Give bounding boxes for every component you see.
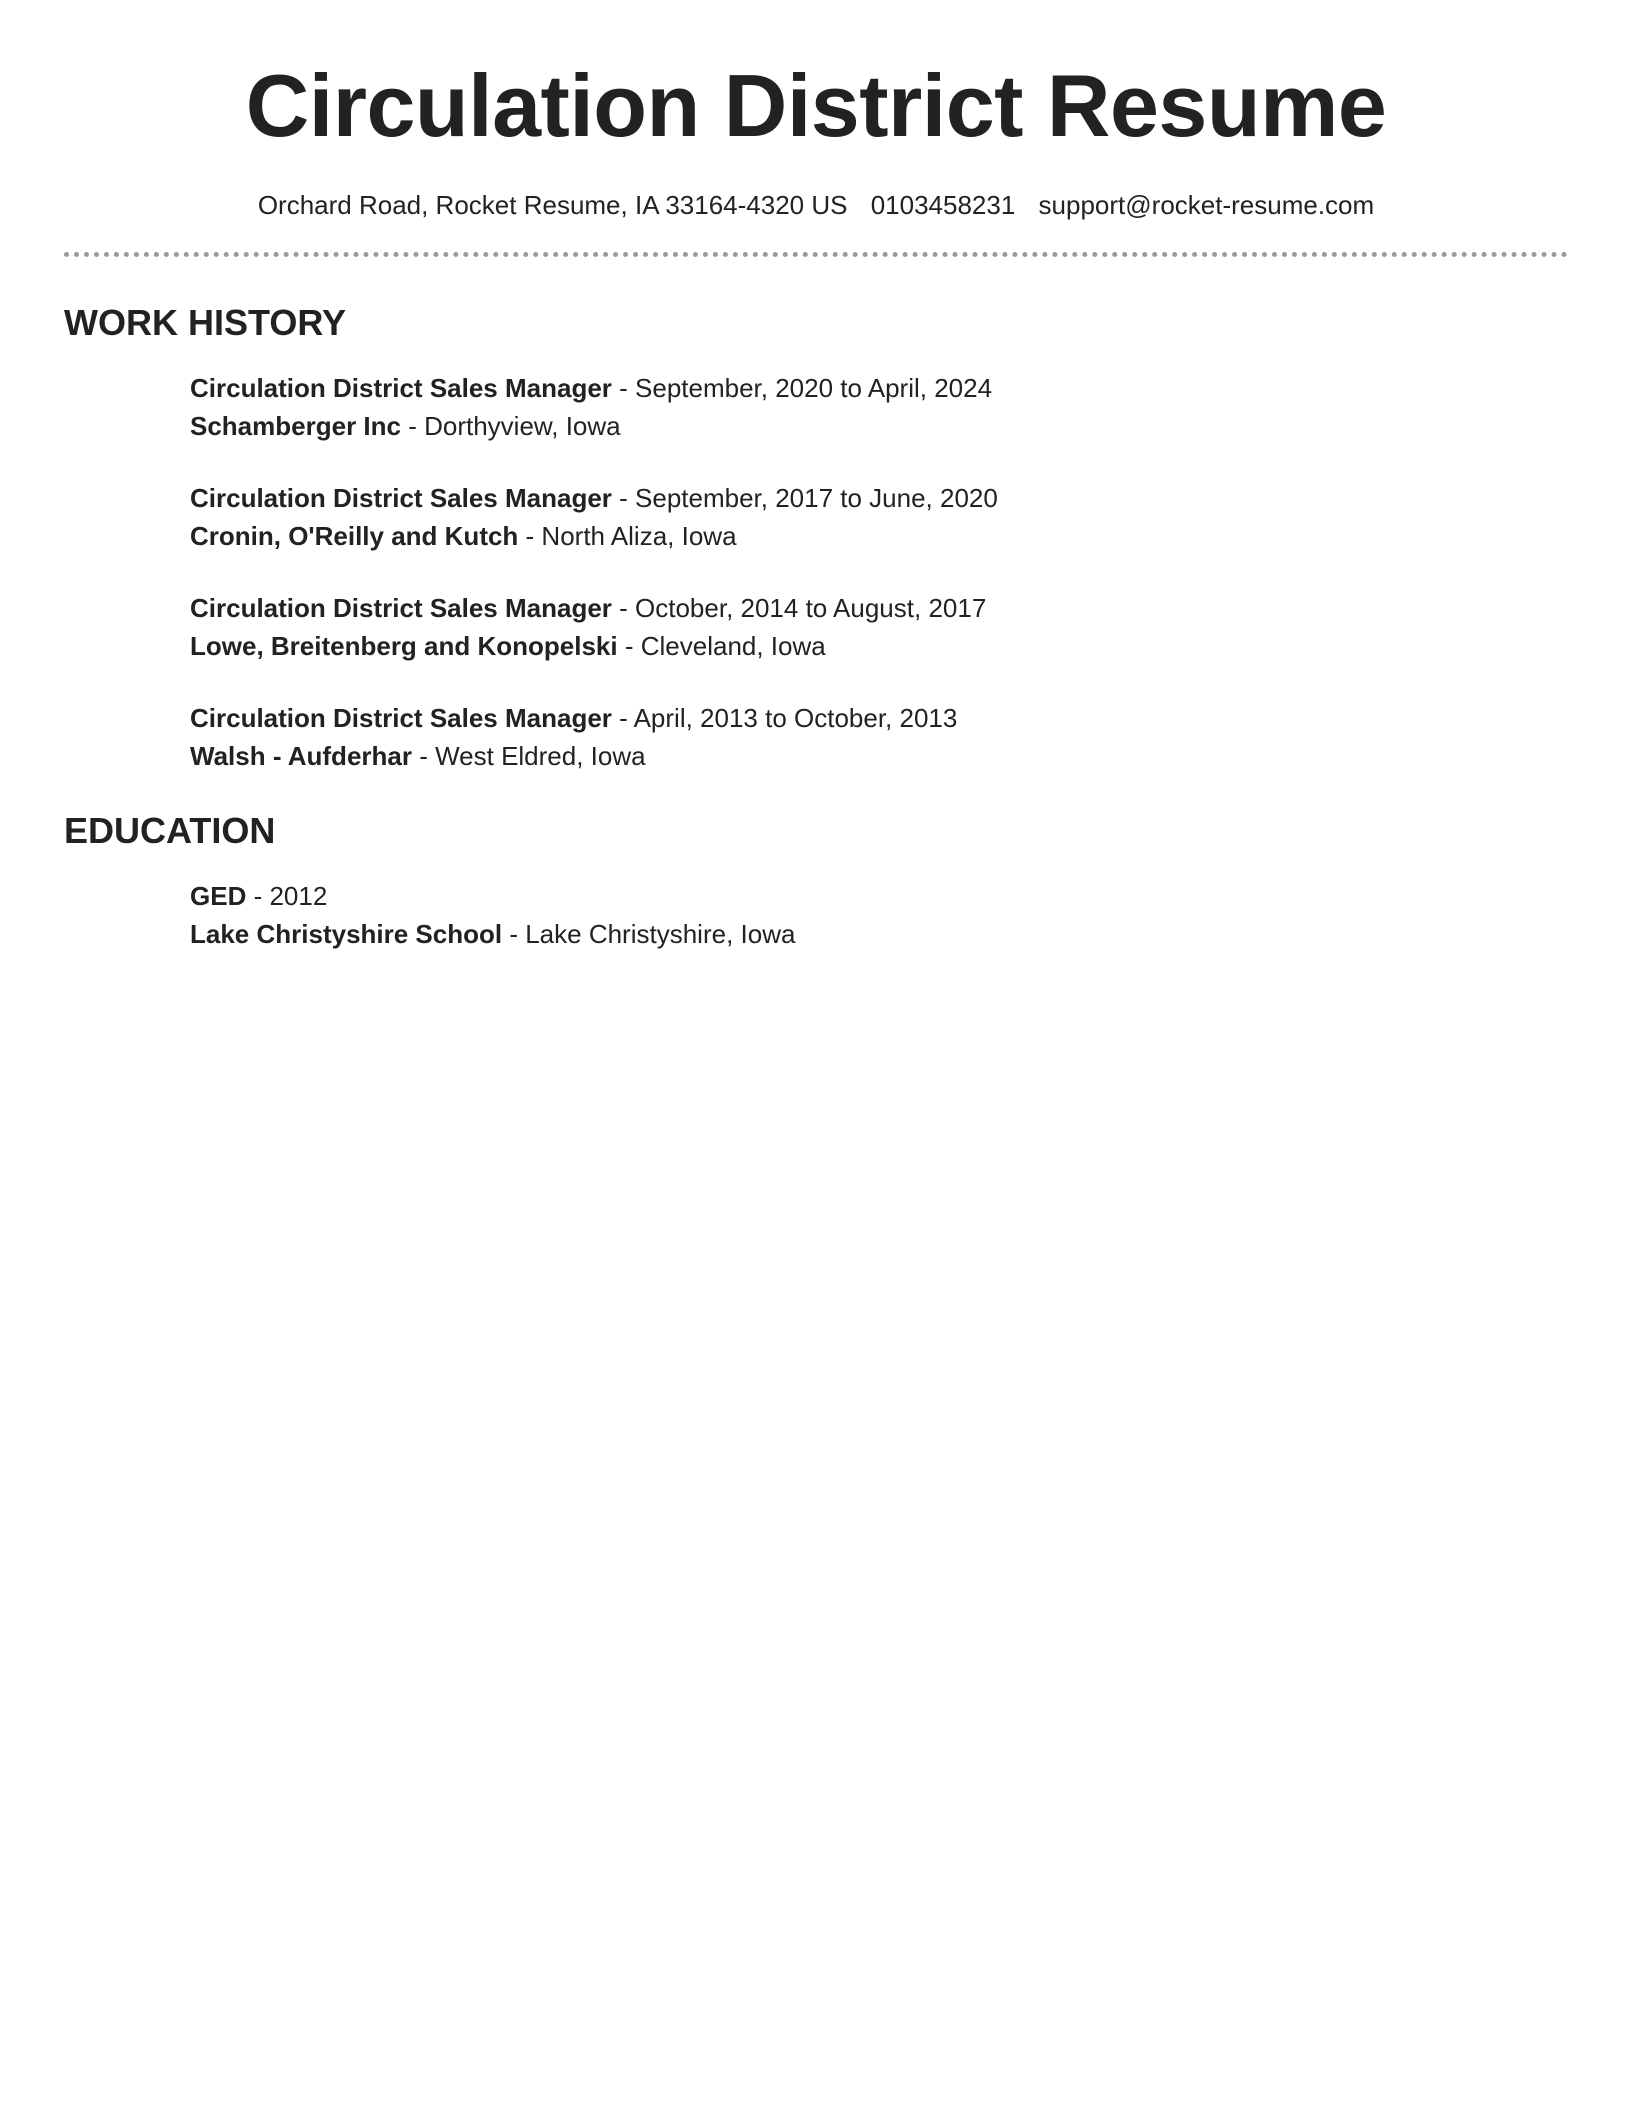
company-location: - North Aliza, Iowa: [518, 521, 737, 551]
contact-line: [64, 188, 1568, 222]
header-divider: [64, 252, 1568, 257]
school-name: Lake Christyshire School: [190, 919, 503, 949]
work-entry-role-line: [190, 479, 1568, 517]
work-entry-company-line: [190, 407, 1568, 445]
work-entry-role-line: [190, 699, 1568, 737]
work-entry-role-line: [190, 589, 1568, 627]
company-name: Cronin, O'Reilly and Kutch: [190, 521, 519, 551]
company-location: - Dorthyview, Iowa: [400, 411, 621, 441]
degree-name: GED: [190, 881, 247, 911]
company-name: Lowe, Breitenberg and Konopelski: [190, 631, 618, 661]
contact-phone: 0103458231: [870, 190, 1016, 220]
school-location: - Lake Christyshire, Iowa: [502, 919, 796, 949]
work-entry: [190, 479, 1568, 555]
job-dates: - October, 2014 to August, 2017: [611, 593, 987, 623]
education-section: [64, 809, 1568, 953]
job-dates: - April, 2013 to October, 2013: [611, 703, 958, 733]
education-school-line: [190, 915, 1568, 953]
education-entry: [190, 877, 1568, 953]
work-entry-company-line: [190, 627, 1568, 665]
work-entry-role-line: [190, 369, 1568, 407]
education-degree-line: [190, 877, 1568, 915]
job-title: Circulation District Sales Manager: [190, 373, 612, 403]
contact-address: Orchard Road, Rocket Resume, IA 33164-4320 US: [257, 190, 848, 220]
job-dates: - September, 2017 to June, 2020: [611, 483, 998, 513]
job-title: Circulation District Sales Manager: [190, 593, 612, 623]
resume-title: Circulation District Resume: [245, 56, 1387, 155]
education-heading: EDUCATION: [64, 810, 276, 851]
work-entry-company-line: [190, 737, 1568, 775]
work-entry-company-line: [190, 517, 1568, 555]
work-history-entries: [64, 369, 1568, 775]
work-entry: [190, 589, 1568, 665]
company-location: - West Eldred, Iowa: [411, 741, 646, 771]
work-entry: [190, 699, 1568, 775]
education-entries: [64, 877, 1568, 953]
work-entry: [190, 369, 1568, 445]
contact-email: support@rocket-resume.com: [1038, 190, 1375, 220]
work-history-section: [64, 301, 1568, 775]
degree-year: - 2012: [246, 881, 328, 911]
job-dates: - September, 2020 to April, 2024: [611, 373, 993, 403]
job-title: Circulation District Sales Manager: [190, 483, 612, 513]
work-history-heading: WORK HISTORY: [64, 302, 347, 343]
resume-header: [64, 0, 1568, 222]
company-location: - Cleveland, Iowa: [617, 631, 826, 661]
company-name: Schamberger Inc: [190, 411, 401, 441]
company-name: Walsh - Aufderhar: [190, 741, 412, 771]
job-title: Circulation District Sales Manager: [190, 703, 612, 733]
